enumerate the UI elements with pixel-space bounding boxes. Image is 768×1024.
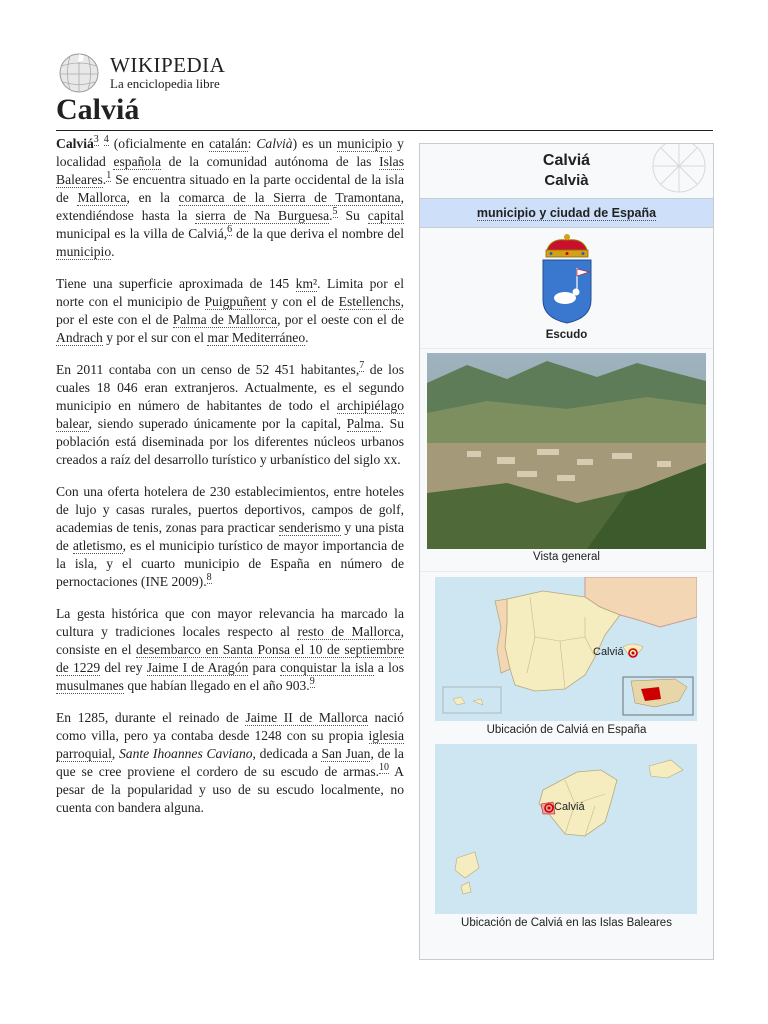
text: y por el sur con el [102, 330, 208, 345]
link-jaime-ii[interactable]: Jaime II de Mallorca [245, 710, 368, 725]
text: , de la que se cree proviene el cordero de su escudo de armas. [56, 746, 404, 779]
infobox [419, 143, 714, 960]
paragraph-intro [56, 135, 404, 261]
photo-section [420, 351, 713, 572]
text: . [397, 452, 401, 467]
paragraph-population [56, 361, 404, 469]
link-desembarco-santa-ponsa[interactable]: desembarco en Santa Ponsa el 10 de septiembre de 1229 [56, 642, 404, 675]
link-mallorca[interactable]: Mallorca [77, 190, 127, 205]
wikipedia-brand[interactable] [110, 54, 225, 91]
paragraph-history [56, 605, 404, 695]
link-estellenchs[interactable]: Estellenchs [338, 294, 401, 309]
link-senderismo[interactable]: senderismo [278, 520, 341, 535]
text: de los cuales 18 046 eran extranjeros. Actualmente, es el segundo municipio en número de habitantes de todo el [56, 362, 404, 413]
text: nació como villa, pero ya contaba desde 1248 con su propia [56, 710, 404, 743]
ref-10[interactable]: 10 [379, 762, 390, 774]
map-spain-label: Calviá [593, 646, 624, 658]
text: , dedicada a [252, 746, 322, 761]
wikipedia-globe-logo[interactable] [54, 52, 104, 94]
text: En 2011 contaba con un censo de 52 451 habitantes, [56, 362, 360, 377]
link-musulmanes[interactable]: musulmanes [56, 678, 124, 693]
link-comarca-tramontana[interactable]: comarca de la Sierra de Tramontana [178, 190, 401, 205]
ref-9[interactable]: 9 [309, 676, 315, 688]
link-municipio[interactable]: municipio [337, 136, 393, 151]
text: Con una oferta hotelera de 230 establecimientos, entre hoteles de lujo y casas rurales, puertos deportivos, campos de golf, academias de tenis, zonas para practicar [56, 484, 404, 535]
link-palma[interactable]: Palma [346, 416, 381, 431]
text: y localidad [56, 136, 404, 169]
infobox-title-es: Calviá [542, 152, 591, 169]
text: . [102, 172, 107, 187]
italic-term: Sante Ihoannes Caviano [119, 746, 253, 761]
baleares-map-section [420, 742, 713, 937]
text: , [111, 746, 119, 761]
text: y con el de [266, 294, 339, 309]
link-andrach[interactable]: Andrach [56, 330, 103, 345]
text: , es el municipio turístico de mayor importancia de la isla, y el cuarto municipio de España en número de pernoctaciones (INE 2009). [56, 538, 404, 589]
link-atletismo[interactable]: atletismo [72, 538, 123, 553]
ref-4[interactable]: 4 [103, 134, 109, 146]
text: . [329, 208, 333, 223]
text: , por el este con el de [56, 294, 404, 327]
text: Su [337, 208, 368, 223]
landscape-photo[interactable] [427, 353, 706, 549]
text: para [248, 660, 281, 675]
text: A pesar de la popularidad y uso de su escudo localmente, no cuenta con bandera alguna. [56, 764, 405, 815]
spain-locator-map[interactable] [435, 577, 697, 721]
text: ) es un [292, 136, 338, 151]
infobox-type [420, 199, 713, 228]
text: de la que deriva el nombre del [232, 226, 404, 241]
text: , siendo superado únicamente por la capital, [88, 416, 347, 431]
text: , por el oeste con el de [277, 312, 404, 327]
small-caps-century: xx [383, 452, 398, 467]
text: , extendiéndose hasta la [56, 190, 404, 223]
link-sierra-na-burguesa[interactable]: sierra de Na Burguesa [195, 208, 330, 223]
italic-term: Calvià [256, 136, 293, 151]
text: . Limita por el norte con el municipio de [56, 276, 404, 309]
link-san-juan[interactable]: San Juan [321, 746, 371, 761]
link-iglesia-parroquial[interactable]: iglesia parroquial [56, 728, 404, 761]
wordmark: WIKIPEDIA [110, 53, 226, 77]
text: , consiste en el [56, 624, 404, 657]
page-title: Calviá [56, 93, 140, 126]
text: Tiene una superficie aproximada de 145 [56, 276, 296, 291]
link-puigpunyent[interactable]: Puigpuñent [204, 294, 267, 309]
text: del rey [100, 660, 147, 675]
escudo-caption: Escudo [545, 329, 588, 341]
link-islas-baleares[interactable]: Islas Baleares [56, 154, 404, 187]
ref-7[interactable]: 7 [359, 360, 365, 372]
tagline: La enciclopedia libre [110, 76, 220, 91]
baleares-map-caption: Ubicación de Calviá en las Islas Baleares [461, 917, 672, 929]
link-espanola[interactable]: española [113, 154, 162, 169]
text: y una pista de [56, 520, 404, 553]
text: : [247, 136, 257, 151]
spain-map-section [420, 574, 713, 742]
paragraph-tourism [56, 483, 404, 591]
link-mar-mediterraneo[interactable]: mar Mediterráneo [207, 330, 306, 345]
text: de la comunidad autónoma de las [161, 154, 380, 169]
link-municipio-2[interactable]: municipio [56, 244, 112, 259]
text: . Su población está diseminada por los diferentes núcleos urbanos creados a raíz del desarrollo turístico y urbanístico del siglo [56, 416, 404, 467]
link-capital[interactable]: capital [367, 208, 405, 223]
ref-1[interactable]: 1 [106, 170, 112, 182]
link-archipielago-balear[interactable]: archipiélago balear [56, 398, 404, 431]
article-body [56, 135, 404, 831]
infobox-header [420, 144, 713, 199]
text: que habían llegado en el año 903. [123, 678, 310, 693]
text: municipal es la villa de Calviá, [56, 226, 228, 241]
map-baleares-label: Calviá [554, 801, 585, 813]
link-km2[interactable]: km² [295, 276, 318, 291]
ref-6[interactable]: 6 [227, 224, 233, 236]
paragraph-geography [56, 275, 404, 347]
title-divider [56, 130, 713, 131]
ref-8[interactable]: 8 [206, 572, 212, 584]
link-jaime-i[interactable]: Jaime I de Aragón [146, 660, 249, 675]
escudo-section [420, 230, 713, 349]
text: , en la [126, 190, 179, 205]
photo-caption: Vista general [533, 551, 600, 563]
link-resto-mallorca[interactable]: resto de Mallorca [297, 624, 401, 639]
link-catalan[interactable]: catalán [209, 136, 248, 151]
text: . [111, 244, 115, 259]
ref-3[interactable]: 3 [93, 134, 99, 146]
text: Se encuentra situado en la parte occidental de la isla de [56, 172, 404, 205]
text: a los [373, 660, 404, 675]
text: La gesta histórica que con mayor relevancia ha marcado la cultura y tradiciones locales respecto al [56, 606, 404, 639]
spain-map-caption: Ubicación de Calviá en España [486, 724, 647, 736]
baleares-locator-map[interactable] [435, 744, 697, 914]
paragraph-villa [56, 709, 404, 817]
link-conquistar-isla[interactable]: conquistar la isla [280, 660, 374, 675]
type-link[interactable]: municipio y ciudad de España [476, 206, 657, 220]
text: En 1285, durante el reinado de [56, 710, 246, 725]
link-palma-de-mallorca[interactable]: Palma de Mallorca [172, 312, 278, 327]
text: (oficialmente en [108, 136, 210, 151]
infobox-title-ca: Calvià [544, 172, 589, 189]
coat-of-arms-image[interactable] [537, 234, 597, 326]
ref-5[interactable]: 5 [332, 206, 338, 218]
text: . [305, 330, 309, 345]
bold-term: Calviá [56, 136, 94, 151]
